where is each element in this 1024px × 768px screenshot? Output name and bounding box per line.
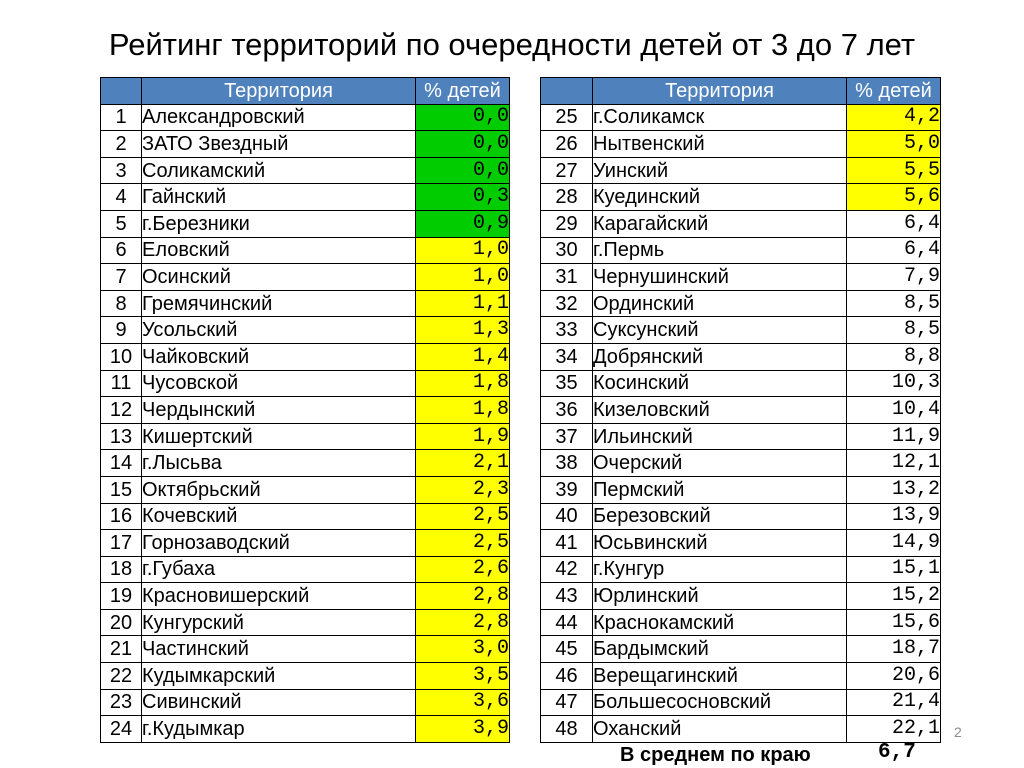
territory-cell: Гайнский bbox=[142, 184, 416, 211]
table-row bbox=[541, 131, 941, 158]
territory-cell: Усольский bbox=[142, 317, 416, 344]
percent-cell: 2,6 bbox=[416, 556, 510, 583]
percent-cell: 1,9 bbox=[416, 423, 510, 450]
table-row bbox=[101, 689, 510, 716]
territory-cell: Ильинский bbox=[593, 423, 847, 450]
table-row bbox=[101, 131, 510, 158]
rank-cell: 23 bbox=[101, 689, 142, 716]
table-row bbox=[541, 290, 941, 317]
percent-cell: 0,9 bbox=[416, 210, 510, 237]
table-row bbox=[541, 636, 941, 663]
percent-cell: 3,0 bbox=[416, 636, 510, 663]
table-row bbox=[541, 343, 941, 370]
table-row bbox=[541, 210, 941, 237]
territory-cell: Косинский bbox=[593, 370, 847, 397]
rank-cell: 42 bbox=[541, 556, 593, 583]
percent-cell: 22,1 bbox=[847, 716, 941, 743]
rank-cell: 24 bbox=[101, 716, 142, 743]
table-row bbox=[101, 716, 510, 743]
average-label: В среднем по краю bbox=[620, 744, 811, 766]
rating-table-left bbox=[100, 77, 510, 743]
table-row bbox=[541, 104, 941, 131]
table-row bbox=[541, 609, 941, 636]
percent-cell: 7,9 bbox=[847, 264, 941, 291]
header-number bbox=[101, 78, 142, 105]
territory-cell: Пермский bbox=[593, 476, 847, 503]
territory-cell: Чернушинский bbox=[593, 264, 847, 291]
percent-cell: 2,3 bbox=[416, 476, 510, 503]
percent-cell: 6,4 bbox=[847, 237, 941, 264]
percent-cell: 11,9 bbox=[847, 423, 941, 450]
territory-cell: Осинский bbox=[142, 264, 416, 291]
territory-cell: г.Кунгур bbox=[593, 556, 847, 583]
rank-cell: 17 bbox=[101, 530, 142, 557]
percent-cell: 1,1 bbox=[416, 290, 510, 317]
page-number: 2 bbox=[954, 724, 962, 740]
header-territory: Территория bbox=[142, 78, 416, 105]
rank-cell: 33 bbox=[541, 317, 593, 344]
rank-cell: 28 bbox=[541, 184, 593, 211]
territory-cell: г.Кудымкар bbox=[142, 716, 416, 743]
table-row bbox=[101, 663, 510, 690]
territory-cell: Кочевский bbox=[142, 503, 416, 530]
table-row bbox=[101, 210, 510, 237]
rank-cell: 34 bbox=[541, 343, 593, 370]
table-row bbox=[541, 530, 941, 557]
rank-cell: 8 bbox=[101, 290, 142, 317]
percent-cell: 5,6 bbox=[847, 184, 941, 211]
rank-cell: 10 bbox=[101, 343, 142, 370]
table-row bbox=[541, 503, 941, 530]
table-row bbox=[101, 556, 510, 583]
territory-cell: Чайковский bbox=[142, 343, 416, 370]
territory-cell: Еловский bbox=[142, 237, 416, 264]
rank-cell: 32 bbox=[541, 290, 593, 317]
header-percent: % детей bbox=[416, 78, 510, 105]
table-row bbox=[101, 636, 510, 663]
table-row bbox=[101, 184, 510, 211]
rank-cell: 14 bbox=[101, 450, 142, 477]
territory-cell: Нытвенский bbox=[593, 131, 847, 158]
table-row bbox=[541, 716, 941, 743]
rank-cell: 6 bbox=[101, 237, 142, 264]
rank-cell: 27 bbox=[541, 157, 593, 184]
table-row bbox=[541, 556, 941, 583]
header-percent: % детей bbox=[847, 78, 941, 105]
rank-cell: 7 bbox=[101, 264, 142, 291]
percent-cell: 2,1 bbox=[416, 450, 510, 477]
territory-cell: Березовский bbox=[593, 503, 847, 530]
table-row bbox=[101, 237, 510, 264]
rank-cell: 40 bbox=[541, 503, 593, 530]
table-row bbox=[101, 583, 510, 610]
rank-cell: 16 bbox=[101, 503, 142, 530]
rank-cell: 29 bbox=[541, 210, 593, 237]
territory-cell: ЗАТО Звездный bbox=[142, 131, 416, 158]
territory-cell: Кунгурский bbox=[142, 609, 416, 636]
rank-cell: 44 bbox=[541, 609, 593, 636]
rank-cell: 13 bbox=[101, 423, 142, 450]
table-row bbox=[541, 157, 941, 184]
percent-cell: 15,1 bbox=[847, 556, 941, 583]
percent-cell: 8,8 bbox=[847, 343, 941, 370]
rank-cell: 3 bbox=[101, 157, 142, 184]
territory-cell: г.Пермь bbox=[593, 237, 847, 264]
territory-cell: Красновишерский bbox=[142, 583, 416, 610]
rank-cell: 1 bbox=[101, 104, 142, 131]
territory-cell: Кишертский bbox=[142, 423, 416, 450]
percent-cell: 14,9 bbox=[847, 530, 941, 557]
table-row bbox=[101, 317, 510, 344]
percent-cell: 4,2 bbox=[847, 104, 941, 131]
table-row bbox=[541, 370, 941, 397]
rank-cell: 41 bbox=[541, 530, 593, 557]
rank-cell: 36 bbox=[541, 397, 593, 424]
table-row bbox=[541, 689, 941, 716]
territory-cell: Краснокамский bbox=[593, 609, 847, 636]
rank-cell: 48 bbox=[541, 716, 593, 743]
percent-cell: 2,5 bbox=[416, 503, 510, 530]
slide-title: Рейтинг территорий по очередности детей от 3 до 7 лет bbox=[108, 27, 916, 62]
rank-cell: 4 bbox=[101, 184, 142, 211]
territory-cell: Верещагинский bbox=[593, 663, 847, 690]
territory-cell: Чердынский bbox=[142, 397, 416, 424]
rank-cell: 20 bbox=[101, 609, 142, 636]
table-row bbox=[541, 450, 941, 477]
table-row bbox=[101, 450, 510, 477]
percent-cell: 1,4 bbox=[416, 343, 510, 370]
percent-cell: 1,3 bbox=[416, 317, 510, 344]
territory-cell: Александровский bbox=[142, 104, 416, 131]
table-header-row bbox=[541, 78, 941, 105]
rank-cell: 39 bbox=[541, 476, 593, 503]
territory-cell: Карагайский bbox=[593, 210, 847, 237]
table-row bbox=[541, 583, 941, 610]
table-row bbox=[101, 264, 510, 291]
territory-cell: г.Губаха bbox=[142, 556, 416, 583]
percent-cell: 0,0 bbox=[416, 104, 510, 131]
average-value: 6,7 bbox=[878, 741, 916, 764]
percent-cell: 10,3 bbox=[847, 370, 941, 397]
percent-cell: 1,8 bbox=[416, 370, 510, 397]
rank-cell: 35 bbox=[541, 370, 593, 397]
percent-cell: 0,3 bbox=[416, 184, 510, 211]
rank-cell: 46 bbox=[541, 663, 593, 690]
rank-cell: 30 bbox=[541, 237, 593, 264]
rating-table-left-body bbox=[101, 104, 510, 742]
percent-cell: 13,9 bbox=[847, 503, 941, 530]
table-row bbox=[101, 503, 510, 530]
territory-cell: Октябрьский bbox=[142, 476, 416, 503]
territory-cell: Большесосновский bbox=[593, 689, 847, 716]
rank-cell: 45 bbox=[541, 636, 593, 663]
table-row bbox=[101, 530, 510, 557]
territory-cell: Гремячинский bbox=[142, 290, 416, 317]
percent-cell: 13,2 bbox=[847, 476, 941, 503]
rank-cell: 37 bbox=[541, 423, 593, 450]
percent-cell: 20,6 bbox=[847, 663, 941, 690]
percent-cell: 21,4 bbox=[847, 689, 941, 716]
rank-cell: 47 bbox=[541, 689, 593, 716]
territory-cell: г.Соликамск bbox=[593, 104, 847, 131]
territory-cell: Кизеловский bbox=[593, 397, 847, 424]
percent-cell: 0,0 bbox=[416, 157, 510, 184]
table-row bbox=[101, 343, 510, 370]
percent-cell: 2,8 bbox=[416, 609, 510, 636]
percent-cell: 2,5 bbox=[416, 530, 510, 557]
table-row bbox=[101, 157, 510, 184]
rank-cell: 18 bbox=[101, 556, 142, 583]
percent-cell: 0,0 bbox=[416, 131, 510, 158]
territory-cell: г.Лысьва bbox=[142, 450, 416, 477]
percent-cell: 1,8 bbox=[416, 397, 510, 424]
territory-cell: Юрлинский bbox=[593, 583, 847, 610]
territory-cell: Суксунский bbox=[593, 317, 847, 344]
rank-cell: 21 bbox=[101, 636, 142, 663]
rank-cell: 26 bbox=[541, 131, 593, 158]
percent-cell: 15,2 bbox=[847, 583, 941, 610]
rank-cell: 43 bbox=[541, 583, 593, 610]
percent-cell: 1,0 bbox=[416, 264, 510, 291]
percent-cell: 8,5 bbox=[847, 317, 941, 344]
table-row bbox=[541, 423, 941, 450]
percent-cell: 10,4 bbox=[847, 397, 941, 424]
percent-cell: 1,0 bbox=[416, 237, 510, 264]
table-row bbox=[541, 237, 941, 264]
rating-table-right-body bbox=[541, 104, 941, 742]
territory-cell: Чусовской bbox=[142, 370, 416, 397]
territory-cell: Сивинский bbox=[142, 689, 416, 716]
territory-cell: Горнозаводский bbox=[142, 530, 416, 557]
rank-cell: 11 bbox=[101, 370, 142, 397]
territory-cell: Добрянский bbox=[593, 343, 847, 370]
table-row bbox=[541, 317, 941, 344]
rank-cell: 2 bbox=[101, 131, 142, 158]
rank-cell: 19 bbox=[101, 583, 142, 610]
percent-cell: 3,9 bbox=[416, 716, 510, 743]
rank-cell: 12 bbox=[101, 397, 142, 424]
table-row bbox=[101, 370, 510, 397]
percent-cell: 5,0 bbox=[847, 131, 941, 158]
percent-cell: 15,6 bbox=[847, 609, 941, 636]
territory-cell: Очерский bbox=[593, 450, 847, 477]
table-row bbox=[101, 609, 510, 636]
table-header-row bbox=[101, 78, 510, 105]
rank-cell: 31 bbox=[541, 264, 593, 291]
rank-cell: 25 bbox=[541, 104, 593, 131]
header-territory: Территория bbox=[593, 78, 847, 105]
percent-cell: 3,6 bbox=[416, 689, 510, 716]
table-row bbox=[101, 423, 510, 450]
territory-cell: Уинский bbox=[593, 157, 847, 184]
table-row bbox=[101, 104, 510, 131]
rank-cell: 5 bbox=[101, 210, 142, 237]
table-row bbox=[541, 184, 941, 211]
rating-table-right bbox=[540, 77, 941, 743]
territory-cell: Оханский bbox=[593, 716, 847, 743]
territory-cell: Куединский bbox=[593, 184, 847, 211]
territory-cell: Бардымский bbox=[593, 636, 847, 663]
table-row bbox=[101, 290, 510, 317]
rank-cell: 9 bbox=[101, 317, 142, 344]
table-row bbox=[541, 264, 941, 291]
percent-cell: 6,4 bbox=[847, 210, 941, 237]
table-row bbox=[101, 476, 510, 503]
table-row bbox=[541, 397, 941, 424]
table-row bbox=[101, 397, 510, 424]
territory-cell: Соликамский bbox=[142, 157, 416, 184]
header-number bbox=[541, 78, 593, 105]
percent-cell: 12,1 bbox=[847, 450, 941, 477]
rank-cell: 22 bbox=[101, 663, 142, 690]
percent-cell: 8,5 bbox=[847, 290, 941, 317]
rank-cell: 38 bbox=[541, 450, 593, 477]
percent-cell: 3,5 bbox=[416, 663, 510, 690]
territory-cell: Частинский bbox=[142, 636, 416, 663]
territory-cell: Юсьвинский bbox=[593, 530, 847, 557]
table-row bbox=[541, 476, 941, 503]
percent-cell: 18,7 bbox=[847, 636, 941, 663]
territory-cell: Кудымкарский bbox=[142, 663, 416, 690]
percent-cell: 5,5 bbox=[847, 157, 941, 184]
territory-cell: г.Березники bbox=[142, 210, 416, 237]
rank-cell: 15 bbox=[101, 476, 142, 503]
percent-cell: 2,8 bbox=[416, 583, 510, 610]
table-row bbox=[541, 663, 941, 690]
territory-cell: Ординский bbox=[593, 290, 847, 317]
